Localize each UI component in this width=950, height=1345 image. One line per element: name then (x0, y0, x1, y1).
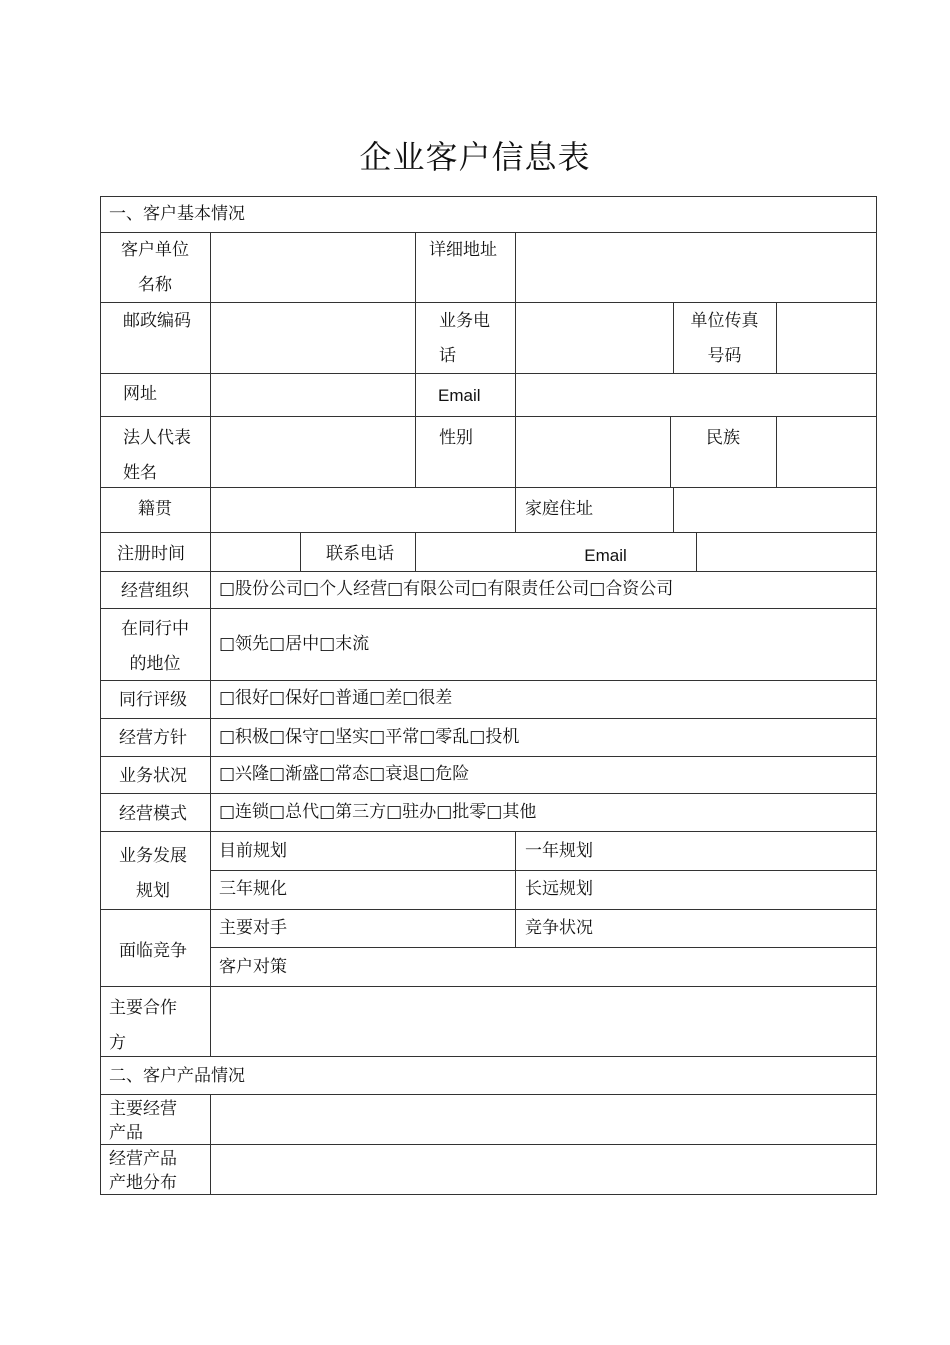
row-line (210, 870, 877, 871)
row-line (100, 680, 877, 681)
col-line (673, 487, 674, 532)
col-line (210, 1094, 211, 1194)
label-current-plan: 目前规划 (219, 841, 287, 861)
label-company-name-1: 客户单位 (121, 240, 189, 260)
label-fax-2: 号码 (707, 346, 742, 366)
row-line (100, 416, 877, 417)
col-line (515, 232, 516, 532)
label-dev-plan-2: 规划 (136, 881, 170, 901)
label-long-term-plan: 长远规划 (525, 879, 593, 899)
label-dev-plan-1: 业务发展 (119, 846, 187, 866)
col-line (415, 232, 416, 487)
label-legal-rep-1: 法人代表 (123, 428, 191, 448)
label-one-year-plan: 一年规划 (525, 841, 593, 861)
customer-info-form (100, 196, 877, 1195)
options-business-mode[interactable]: □连锁□总代□第三方□驻办□批零□其他 (219, 802, 537, 822)
label-email: Email (438, 386, 481, 405)
label-three-year-plan: 三年规化 (219, 879, 287, 899)
label-company-name-2: 名称 (138, 275, 172, 295)
row-line (100, 1144, 877, 1145)
col-line (515, 831, 516, 947)
options-org-type[interactable]: □股份公司□个人经营□有限公司□有限责任公司□合资公司 (219, 579, 674, 599)
label-main-products-2: 产品 (109, 1123, 143, 1143)
col-line (776, 416, 777, 487)
page-title: 企业客户信息表 (359, 138, 591, 176)
label-reg-time: 注册时间 (117, 544, 185, 564)
label-postcode: 邮政编码 (123, 311, 191, 331)
label-customer-strategy: 客户对策 (219, 957, 287, 977)
label-phone-2: 话 (439, 346, 456, 366)
label-business-status: 业务状况 (119, 766, 187, 786)
border-bottom (100, 1194, 877, 1195)
row-line (100, 487, 877, 488)
options-business-status[interactable]: □兴隆□渐盛□常态□衰退□危险 (219, 764, 470, 784)
label-main-products-1: 主要经营 (109, 1099, 177, 1119)
label-gender: 性别 (439, 428, 473, 448)
row-line (100, 718, 877, 719)
label-competition: 面临竞争 (119, 941, 187, 961)
label-fax-1: 单位传真 (690, 311, 759, 331)
label-peer-rating: 同行评级 (119, 690, 187, 710)
label-partners-1: 主要合作 (109, 998, 177, 1018)
border-right (876, 196, 877, 1195)
label-business-mode: 经营模式 (119, 804, 187, 824)
options-policy[interactable]: □积极□保守□坚实□平常□零乱□投机 (219, 727, 520, 747)
label-competition-status: 竞争状况 (525, 918, 593, 938)
label-ethnicity: 民族 (706, 428, 740, 448)
section-header-basic: 一、客户基本情况 (109, 204, 245, 224)
col-line (696, 532, 697, 571)
label-website: 网址 (123, 384, 157, 404)
col-line (776, 302, 777, 373)
label-phone-1: 业务电 (439, 311, 490, 331)
label-partners-2: 方 (109, 1033, 126, 1053)
label-email-2: Email (584, 546, 627, 565)
row-line (100, 793, 877, 794)
row-line (100, 756, 877, 757)
label-product-origin-1: 经营产品 (109, 1149, 177, 1169)
label-contact-phone: 联系电话 (326, 544, 394, 564)
row-line (210, 947, 877, 948)
label-legal-rep-2: 姓名 (123, 463, 157, 483)
label-native-place: 籍贯 (138, 499, 172, 519)
row-line (100, 986, 877, 987)
row-line (100, 1094, 877, 1095)
label-product-origin-2: 产地分布 (109, 1173, 177, 1193)
label-main-rivals: 主要对手 (219, 918, 287, 938)
options-peer-rating[interactable]: □很好□保好□普通□差□很差 (219, 688, 453, 708)
label-address: 详细地址 (429, 240, 497, 260)
col-line (300, 532, 301, 571)
label-position-1: 在同行中 (121, 619, 189, 639)
col-line (210, 232, 211, 1056)
col-line (415, 532, 416, 571)
label-position-2: 的地位 (129, 654, 181, 674)
section-header-products: 二、客户产品情况 (109, 1066, 245, 1086)
row-line (100, 909, 877, 910)
row-line (100, 608, 877, 609)
row-line (100, 532, 877, 533)
row-line (100, 1056, 877, 1057)
options-position[interactable]: □领先□居中□末流 (219, 634, 370, 654)
label-org-type: 经营组织 (121, 581, 189, 601)
label-policy: 经营方针 (119, 728, 187, 748)
row-line (100, 831, 877, 832)
label-home-address: 家庭住址 (525, 499, 593, 519)
row-line (100, 302, 877, 303)
